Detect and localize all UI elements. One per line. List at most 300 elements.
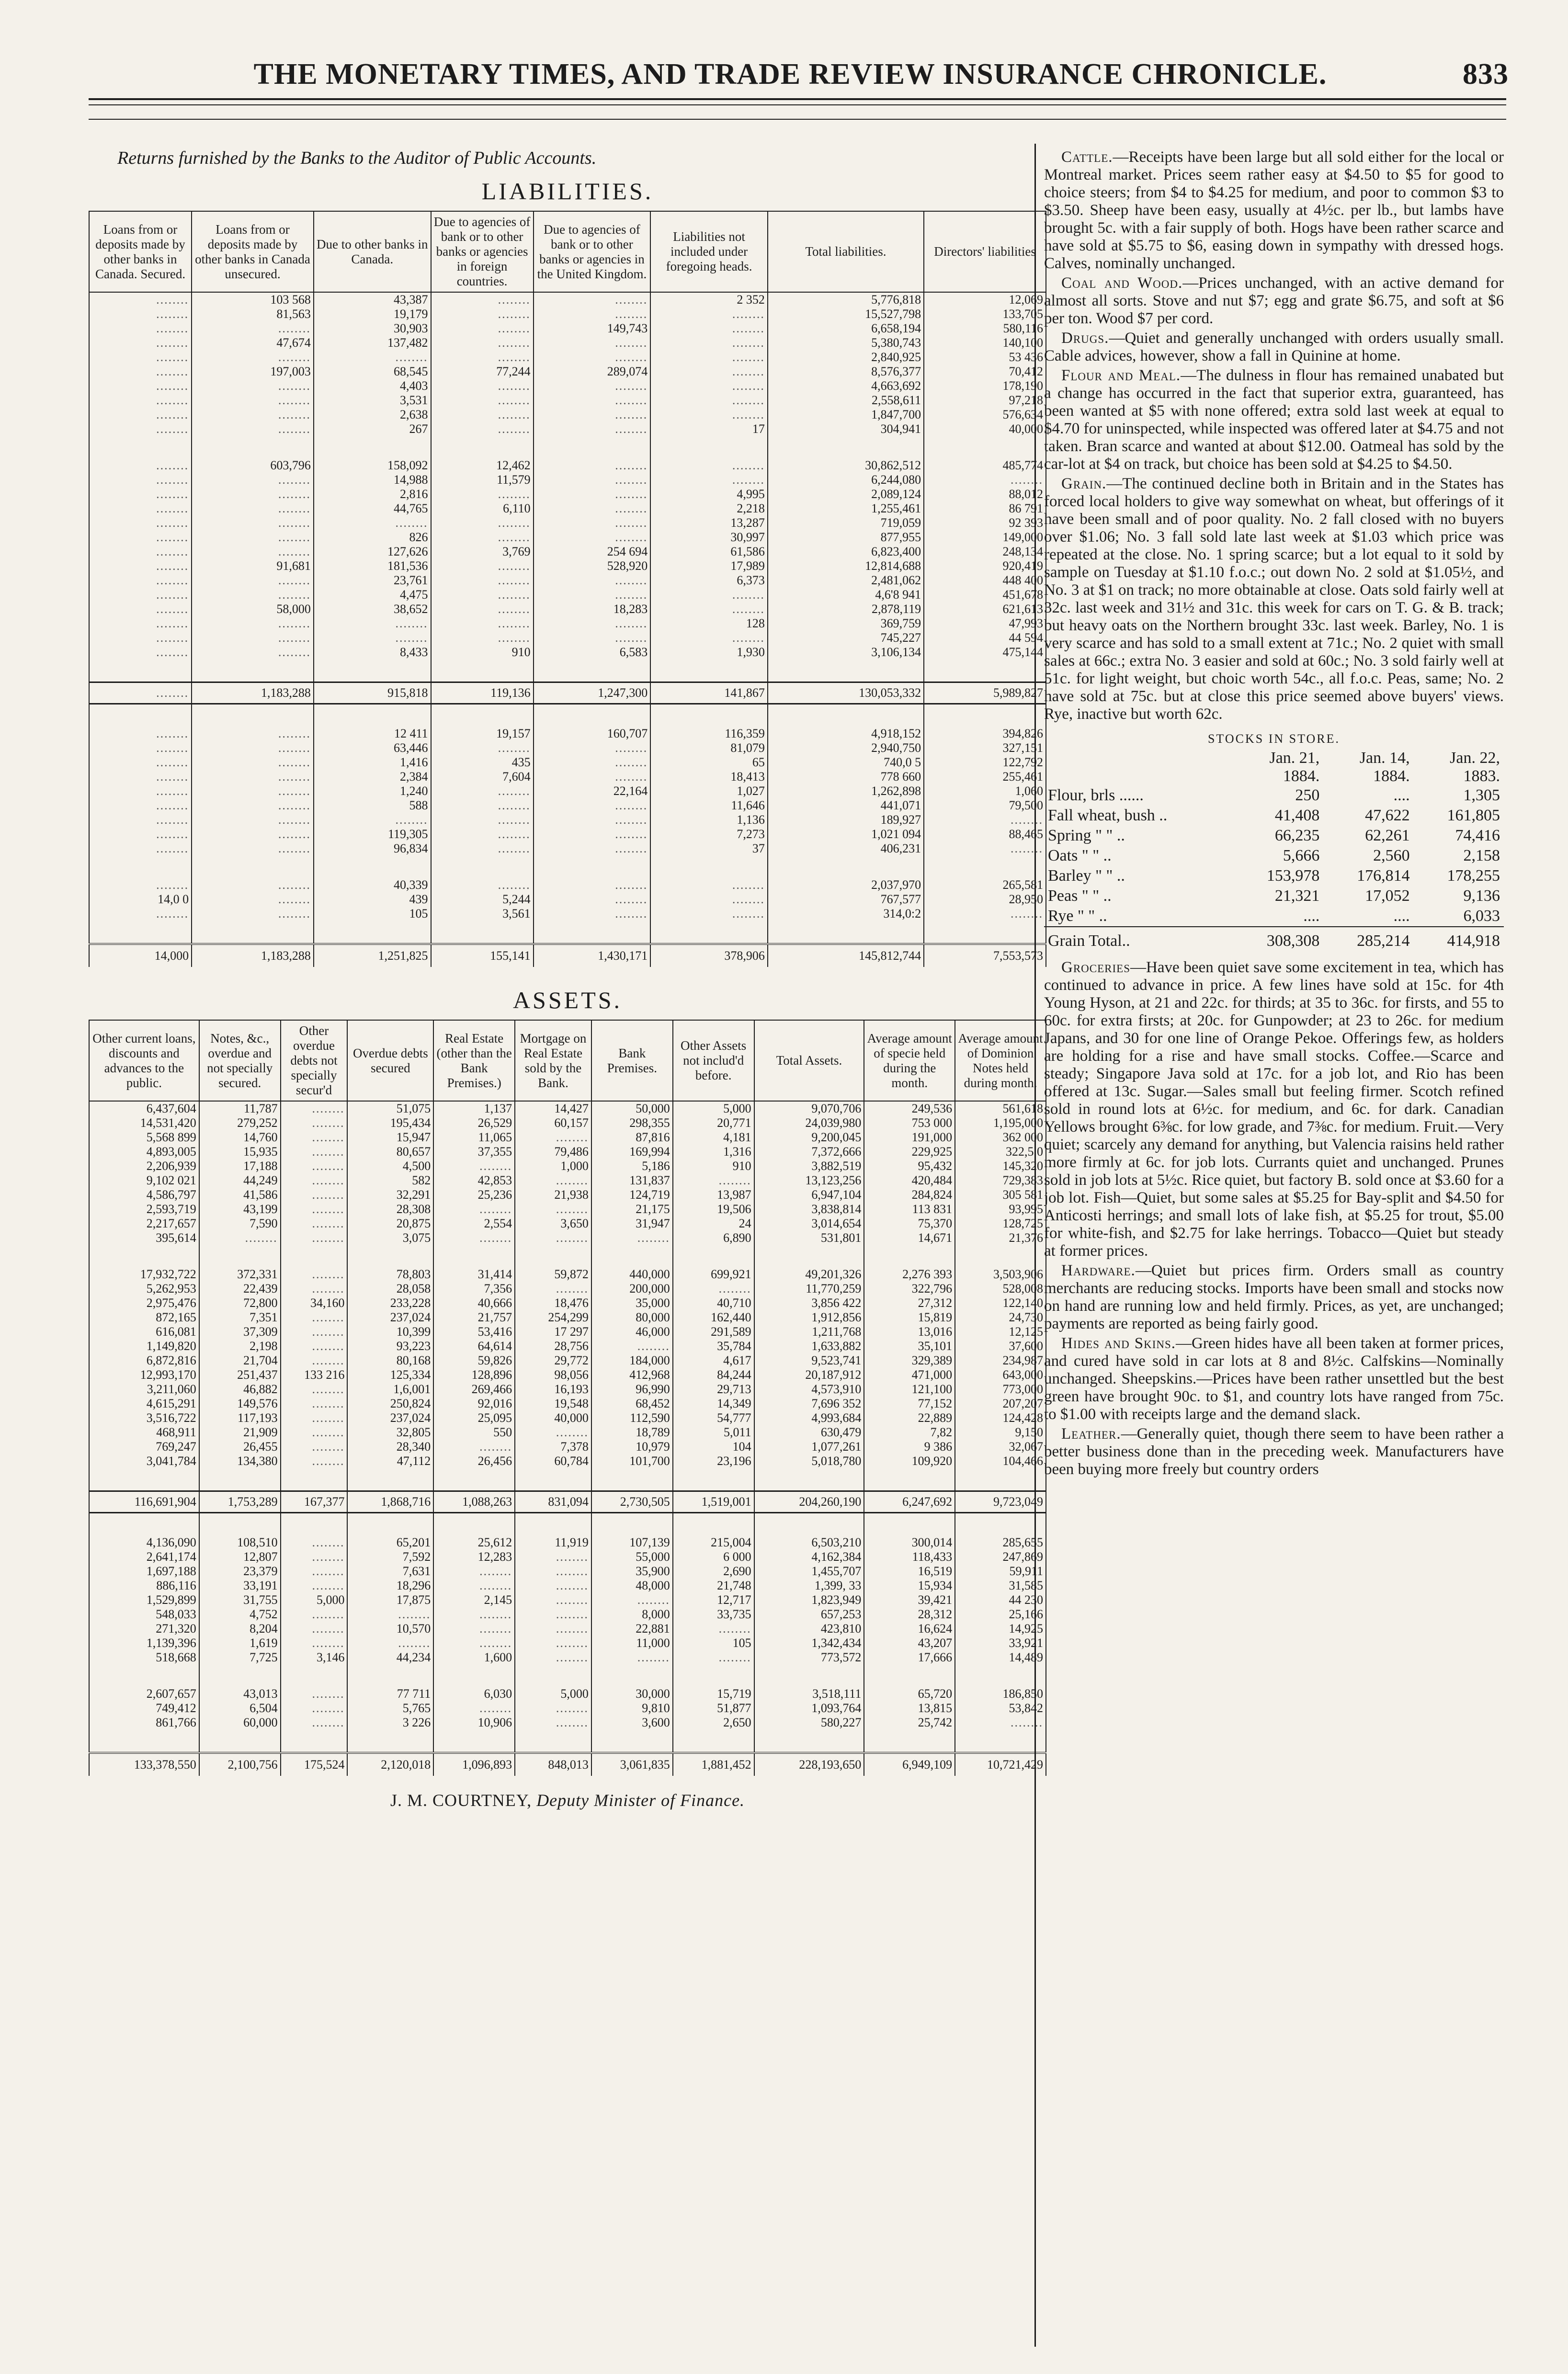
liabilities-col-header: Directors' liabilities xyxy=(924,211,1046,292)
assets-cell: 14,760 xyxy=(199,1130,281,1145)
assets-col-header: Other current loans, discounts and advances to the public. xyxy=(89,1020,199,1101)
liabilities-cell: ........ xyxy=(534,588,651,602)
assets-cell: 64,614 xyxy=(433,1339,515,1353)
assets-cell: 4,586,797 xyxy=(89,1188,199,1202)
assets-cell: 1,600 xyxy=(433,1650,515,1665)
paragraph-heading: Groceries xyxy=(1061,959,1131,976)
assets-cell: ........ xyxy=(281,1701,348,1715)
paragraph-heading: Coal and Wood. xyxy=(1061,274,1183,292)
journal-title: THE MONETARY TIMES, AND TRADE REVIEW INSURANCE CHRONICLE. xyxy=(253,58,1327,91)
liabilities-row xyxy=(89,501,1046,516)
stocks-label: Spring " " .. xyxy=(1048,827,1125,844)
liabilities-cell: ........ xyxy=(192,892,314,907)
assets-cell: 128,896 xyxy=(433,1368,515,1382)
liabilities-cell: 23,761 xyxy=(314,573,431,588)
liabilities-cell: ........ xyxy=(89,292,192,307)
assets-cell: 10,906 xyxy=(433,1715,515,1730)
liabilities-cell: 877,955 xyxy=(768,530,924,545)
liabilities-cell: 130,053,332 xyxy=(768,682,924,704)
paragraph-heading: Leather. xyxy=(1061,1425,1121,1443)
assets-cell: 8,000 xyxy=(591,1607,673,1622)
stocks-value: 2,158 xyxy=(1463,847,1500,864)
liabilities-cell: 160,707 xyxy=(534,727,651,741)
assets-cell: ........ xyxy=(515,1650,591,1665)
liabilities-cell: 7,273 xyxy=(650,827,768,841)
liabilities-cell: ........ xyxy=(431,379,534,393)
liabilities-cell: 4,6'8 941 xyxy=(768,588,924,602)
assets-cell: 14,489 xyxy=(955,1650,1046,1665)
assets-cell: 6,949,109 xyxy=(864,1753,955,1776)
assets-cell: 5,262,953 xyxy=(89,1282,199,1296)
liabilities-cell: ........ xyxy=(650,878,768,892)
assets-cell: 44 230 xyxy=(955,1593,1046,1607)
assets-row xyxy=(89,1145,1046,1159)
assets-row xyxy=(89,1382,1046,1397)
assets-cell: 133 216 xyxy=(281,1368,348,1382)
assets-group-gap xyxy=(89,1665,1046,1687)
assets-cell: 15,719 xyxy=(673,1687,754,1701)
liabilities-cell: 267 xyxy=(314,422,431,436)
assets-cell: ........ xyxy=(281,1564,348,1579)
assets-cell: 2,690 xyxy=(673,1564,754,1579)
liabilities-cell: 103 568 xyxy=(192,292,314,307)
liabilities-cell: ........ xyxy=(192,813,314,827)
liabilities-cell: 5,989,827 xyxy=(924,682,1046,704)
liabilities-row xyxy=(89,616,1046,631)
assets-cell: 773,572 xyxy=(754,1650,864,1665)
liabilities-cell: ........ xyxy=(192,616,314,631)
assets-cell: 195,434 xyxy=(347,1116,433,1130)
liabilities-cell: 767,577 xyxy=(768,892,924,907)
liabilities-cell: 40,339 xyxy=(314,878,431,892)
liabilities-cell: ........ xyxy=(534,422,651,436)
assets-cell: 20,771 xyxy=(673,1116,754,1130)
assets-cell: 329,389 xyxy=(864,1353,955,1368)
liabilities-cell: 4,918,152 xyxy=(768,727,924,741)
liabilities-cell: 30,862,512 xyxy=(768,458,924,473)
assets-row xyxy=(89,1353,1046,1368)
assets-cell: 22,881 xyxy=(591,1622,673,1636)
stocks-value: 1,305 xyxy=(1463,786,1500,804)
stocks-row xyxy=(1044,866,1504,886)
stocks-value: 250 xyxy=(1295,786,1320,804)
assets-cell: 121,100 xyxy=(864,1382,955,1397)
liabilities-cell: ........ xyxy=(89,602,192,616)
liabilities-cell: 1,262,898 xyxy=(768,784,924,798)
assets-cell: 43,013 xyxy=(199,1687,281,1701)
liabilities-cell: ........ xyxy=(650,393,768,408)
liabilities-cell: 1,416 xyxy=(314,755,431,770)
assets-cell: 250,824 xyxy=(347,1397,433,1411)
liabilities-cell: 6,244,080 xyxy=(768,473,924,487)
liabilities-cell: 5,776,818 xyxy=(768,292,924,307)
assets-cell: 101,700 xyxy=(591,1454,673,1468)
assets-cell: 53,416 xyxy=(433,1325,515,1339)
liabilities-cell: ........ xyxy=(89,307,192,321)
liabilities-row xyxy=(89,602,1046,616)
assets-cell: 14,925 xyxy=(955,1622,1046,1636)
stocks-label: Rye " " .. xyxy=(1048,907,1107,925)
liabilities-cell: 189,927 xyxy=(768,813,924,827)
assets-cell: 25,236 xyxy=(433,1188,515,1202)
assets-cell: 440,000 xyxy=(591,1267,673,1282)
paragraph-heading: Drugs. xyxy=(1061,329,1109,347)
liabilities-cell: ........ xyxy=(89,878,192,892)
assets-cell: 550 xyxy=(433,1425,515,1440)
assets-cell: ........ xyxy=(281,1173,348,1188)
stocks-value: 66,235 xyxy=(1274,827,1320,844)
liabilities-cell: 5,380,743 xyxy=(768,336,924,350)
assets-cell: 229,925 xyxy=(864,1145,955,1159)
liabilities-cell: ........ xyxy=(89,422,192,436)
liabilities-cell: ........ xyxy=(192,755,314,770)
assets-cell: 5,186 xyxy=(591,1159,673,1173)
paragraph-text: —Prices unchanged, with an active demand for almost all sorts. Stove and nut $7; egg and grate $6.75, and soft at $6 per ton. Wood $7 per cord. xyxy=(1044,274,1504,327)
assets-cell: 14,349 xyxy=(673,1397,754,1411)
liabilities-cell: ........ xyxy=(89,336,192,350)
liabilities-cell: 2,878,119 xyxy=(768,602,924,616)
assets-cell: ........ xyxy=(515,1701,591,1715)
liabilities-cell: ........ xyxy=(650,364,768,379)
liabilities-cell: 19,157 xyxy=(431,727,534,741)
assets-cell: 9,723,049 xyxy=(955,1491,1046,1513)
assets-cell: 1,868,716 xyxy=(347,1491,433,1513)
assets-cell: 17,875 xyxy=(347,1593,433,1607)
assets-cell: 3,146 xyxy=(281,1650,348,1665)
assets-cell: 175,524 xyxy=(281,1753,348,1776)
assets-cell: ........ xyxy=(281,1310,348,1325)
assets-row xyxy=(89,1368,1046,1382)
assets-cell: 729,383 xyxy=(955,1173,1046,1188)
liabilities-cell: ........ xyxy=(650,907,768,921)
liabilities-cell: ........ xyxy=(314,350,431,364)
liabilities-cell: ........ xyxy=(650,631,768,645)
assets-cell: 3,600 xyxy=(591,1715,673,1730)
stocks-value: 176,814 xyxy=(1357,867,1410,885)
liabilities-row xyxy=(89,350,1046,364)
liabilities-row xyxy=(89,798,1046,813)
liabilities-cell: ........ xyxy=(89,408,192,422)
assets-cell: 9,810 xyxy=(591,1701,673,1715)
liabilities-cell: 1,255,461 xyxy=(768,501,924,516)
paragraph-text: —Receipts have been large but all sold either for the local or Montreal market. Prices seem rather easy at $4.50 to $5 for good to choice steers; from $4 to $4.25 for medium, and poor to common $3 to $3.50. Sheep have been easy, usually at 4½c. per lb., but lambs have brought 5c. with a fair supply of both. Hogs have been rather scarce and have sold at $5.75 to $6, easing down in sympathy with dressed hogs. Calves, nominally unchanged. xyxy=(1044,148,1504,272)
assets-group-gap xyxy=(89,1730,1046,1753)
liabilities-cell: 1,027 xyxy=(650,784,768,798)
assets-cell: 43,207 xyxy=(864,1636,955,1650)
assets-cell: 1,455,707 xyxy=(754,1564,864,1579)
assets-cell: 2,198 xyxy=(199,1339,281,1353)
assets-cell: 630,479 xyxy=(754,1425,864,1440)
liabilities-cell: ........ xyxy=(924,841,1046,856)
paragraph-text: —Generally quiet, though there seem to have been rather a better business done than in the preceding week. Manufacturers have been buying more freely but country orders xyxy=(1044,1425,1504,1478)
liabilities-row xyxy=(89,307,1046,321)
liabilities-cell: 44 594 xyxy=(924,631,1046,645)
assets-cell: 4,752 xyxy=(199,1607,281,1622)
assets-cell: 9,070,706 xyxy=(754,1101,864,1116)
liabilities-row xyxy=(89,364,1046,379)
liabilities-cell: ........ xyxy=(192,545,314,559)
assets-row xyxy=(89,1310,1046,1325)
assets-cell: ........ xyxy=(591,1339,673,1353)
assets-cell: 29,772 xyxy=(515,1353,591,1368)
assets-row xyxy=(89,1411,1046,1425)
header-rule-thin xyxy=(89,119,1506,120)
liabilities-cell: ........ xyxy=(89,784,192,798)
liabilities-row xyxy=(89,907,1046,921)
assets-cell: ........ xyxy=(281,1101,348,1116)
liabilities-cell: ........ xyxy=(89,907,192,921)
assets-cell: 51,877 xyxy=(673,1701,754,1715)
assets-row xyxy=(89,1535,1046,1550)
assets-cell: 204,260,190 xyxy=(754,1491,864,1513)
assets-cell: 1,633,882 xyxy=(754,1339,864,1353)
assets-cell: 124,428 xyxy=(955,1411,1046,1425)
liabilities-cell: ........ xyxy=(89,350,192,364)
liabilities-col-header: Loans from or deposits made by other banks in Canada unsecured. xyxy=(192,211,314,292)
assets-cell: 31,414 xyxy=(433,1267,515,1282)
assets-cell: 13,123,256 xyxy=(754,1173,864,1188)
liabilities-cell: 77,244 xyxy=(431,364,534,379)
assets-cell: 26,529 xyxy=(433,1116,515,1130)
paragraph-text: —The dulness in flour has remained unabated but a change has occurred in the fact that superior extra, guaranteed, has been wanted at $5 with none offered; extra sold last week at equal to $4.70 for uninspected, while inspected was offered later at $4.75 and not taken. Bran scarce and wanted at about $12.00. Oatmeal has sold by the car-lot at $4 on track, but choice has been sold at $4.25 to $4.50. xyxy=(1044,367,1504,473)
liabilities-cell: ........ xyxy=(192,741,314,755)
liabilities-cell: 127,626 xyxy=(314,545,431,559)
assets-cell: 11,000 xyxy=(591,1636,673,1650)
liabilities-cell: 4,475 xyxy=(314,588,431,602)
liabilities-cell: ........ xyxy=(89,559,192,573)
liabilities-cell: ........ xyxy=(89,682,192,704)
assets-cell: 1,077,261 xyxy=(754,1440,864,1454)
liabilities-cell: ........ xyxy=(192,645,314,659)
liabilities-cell: 88,465 xyxy=(924,827,1046,841)
assets-cell: 50,000 xyxy=(591,1101,673,1116)
liabilities-row xyxy=(89,393,1046,408)
assets-cell: 4,136,090 xyxy=(89,1535,199,1550)
liabilities-cell: 2 352 xyxy=(650,292,768,307)
assets-cell: 49,201,326 xyxy=(754,1267,864,1282)
assets-cell: 21,909 xyxy=(199,1425,281,1440)
liabilities-cell: 778 660 xyxy=(768,770,924,784)
liabilities-cell: 11,646 xyxy=(650,798,768,813)
stocks-value: 178,255 xyxy=(1447,867,1500,885)
paragraph-heading: Flour and Meal. xyxy=(1061,367,1181,384)
liabilities-cell: 6,823,400 xyxy=(768,545,924,559)
assets-cell: 11,770,259 xyxy=(754,1282,864,1296)
assets-cell: 910 xyxy=(673,1159,754,1173)
assets-cell: 55,000 xyxy=(591,1550,673,1564)
assets-cell: 72,800 xyxy=(199,1296,281,1310)
assets-cell: 7,82 xyxy=(864,1425,955,1440)
assets-cell: 186,850 xyxy=(955,1687,1046,1701)
assets-cell: ........ xyxy=(433,1440,515,1454)
liabilities-cell: ........ xyxy=(431,422,534,436)
stocks-label: Grain Total.. xyxy=(1044,927,1233,951)
assets-col-header: Other Assets not includ'd before. xyxy=(673,1020,754,1101)
liabilities-cell: ........ xyxy=(431,588,534,602)
market-paragraph xyxy=(1044,367,1504,473)
assets-cell: 2,145 xyxy=(433,1593,515,1607)
assets-cell: 298,355 xyxy=(591,1116,673,1130)
liabilities-cell: 14,988 xyxy=(314,473,431,487)
assets-cell: 24,039,980 xyxy=(754,1116,864,1130)
assets-cell: 1,6,001 xyxy=(347,1382,433,1397)
liabilities-cell: 197,003 xyxy=(192,364,314,379)
liabilities-cell: 7,604 xyxy=(431,770,534,784)
liabilities-cell: 155,141 xyxy=(431,944,534,967)
liabilities-cell: ........ xyxy=(924,813,1046,827)
page-number: 833 xyxy=(1463,58,1509,91)
liabilities-row xyxy=(89,408,1046,422)
assets-cell: 18,296 xyxy=(347,1579,433,1593)
liabilities-cell: 394,826 xyxy=(924,727,1046,741)
assets-cell: 32,067 xyxy=(955,1440,1046,1454)
assets-cell: 7,378 xyxy=(515,1440,591,1454)
assets-cell: ........ xyxy=(515,1579,591,1593)
stocks-value: 6,033 xyxy=(1463,907,1500,925)
stocks-value: 161,805 xyxy=(1447,806,1500,824)
liabilities-cell: 14,0 0 xyxy=(89,892,192,907)
assets-cell: 228,193,650 xyxy=(754,1753,864,1776)
assets-cell: 19,548 xyxy=(515,1397,591,1411)
liabilities-row xyxy=(89,741,1046,755)
liabilities-cell: 47,993 xyxy=(924,616,1046,631)
liabilities-table xyxy=(89,211,1046,967)
stocks-value: 2,560 xyxy=(1373,847,1410,864)
assets-cell: 6,030 xyxy=(433,1687,515,1701)
liabilities-cell: 248,134 xyxy=(924,545,1046,559)
assets-cell: 22,439 xyxy=(199,1282,281,1296)
liabilities-cell: ........ xyxy=(89,573,192,588)
liabilities-cell: 81,079 xyxy=(650,741,768,755)
assets-cell: 14,531,420 xyxy=(89,1116,199,1130)
assets-row xyxy=(89,1440,1046,1454)
signature-name: J. M. COURTNEY, xyxy=(390,1791,532,1810)
assets-cell: 21,938 xyxy=(515,1188,591,1202)
liabilities-cell: 140,100 xyxy=(924,336,1046,350)
assets-cell: 2,217,657 xyxy=(89,1216,199,1231)
assets-cell: ........ xyxy=(281,1411,348,1425)
liabilities-cell: ........ xyxy=(431,336,534,350)
liabilities-row xyxy=(89,379,1046,393)
assets-cell: ........ xyxy=(281,1145,348,1159)
liabilities-cell: ........ xyxy=(192,878,314,892)
liabilities-cell: 6,110 xyxy=(431,501,534,516)
assets-cell: 37,309 xyxy=(199,1325,281,1339)
assets-cell: 59,872 xyxy=(515,1267,591,1282)
liabilities-cell: ........ xyxy=(431,292,534,307)
assets-cell: ........ xyxy=(433,1607,515,1622)
assets-row xyxy=(89,1550,1046,1564)
liabilities-group-gap xyxy=(89,659,1046,682)
liabilities-cell: ........ xyxy=(650,321,768,336)
liabilities-row xyxy=(89,573,1046,588)
liabilities-cell: 92 393 xyxy=(924,516,1046,530)
assets-row xyxy=(89,1579,1046,1593)
liabilities-cell: ........ xyxy=(192,501,314,516)
header-rule-top xyxy=(89,98,1506,100)
assets-cell: ........ xyxy=(433,1564,515,1579)
liabilities-cell: ........ xyxy=(89,588,192,602)
assets-cell: 7,372,666 xyxy=(754,1145,864,1159)
liabilities-cell: ........ xyxy=(314,813,431,827)
assets-cell: 1,753,289 xyxy=(199,1491,281,1513)
liabilities-cell: ........ xyxy=(192,530,314,545)
liabilities-row xyxy=(89,892,1046,907)
assets-cell: 279,252 xyxy=(199,1116,281,1130)
assets-cell: 10,399 xyxy=(347,1325,433,1339)
liabilities-cell: 145,812,744 xyxy=(768,944,924,967)
liabilities-cell: 12,814,688 xyxy=(768,559,924,573)
stocks-row xyxy=(1044,785,1504,806)
market-paragraphs-before xyxy=(1044,148,1504,723)
assets-row xyxy=(89,1231,1046,1245)
liabilities-cell: 3,769 xyxy=(431,545,534,559)
assets-cell: ........ xyxy=(347,1636,433,1650)
assets-cell: 87,816 xyxy=(591,1130,673,1145)
liabilities-cell: 1,021 094 xyxy=(768,827,924,841)
liabilities-cell: ........ xyxy=(650,602,768,616)
liabilities-cell: ........ xyxy=(89,813,192,827)
liabilities-cell: ........ xyxy=(192,393,314,408)
assets-cell: 44,249 xyxy=(199,1173,281,1188)
liabilities-cell: 8,433 xyxy=(314,645,431,659)
liabilities-cell: 12 411 xyxy=(314,727,431,741)
liabilities-cell: 28,950 xyxy=(924,892,1046,907)
stocks-value: 17,052 xyxy=(1365,887,1410,905)
assets-row xyxy=(89,1325,1046,1339)
paragraph-heading: Grain. xyxy=(1061,475,1107,492)
liabilities-row xyxy=(89,755,1046,770)
assets-cell: 134,380 xyxy=(199,1454,281,1468)
assets-cell: 3,061,835 xyxy=(591,1753,673,1776)
assets-cell: 1,088,263 xyxy=(433,1491,515,1513)
assets-cell: 2,650 xyxy=(673,1715,754,1730)
assets-cell: ........ xyxy=(281,1636,348,1650)
liabilities-cell: ........ xyxy=(192,588,314,602)
assets-cell: 60,157 xyxy=(515,1116,591,1130)
liabilities-cell: ........ xyxy=(534,292,651,307)
assets-cell: 12,717 xyxy=(673,1593,754,1607)
liabilities-cell: ........ xyxy=(650,350,768,364)
assets-cell: 322,5 0 xyxy=(955,1145,1046,1159)
assets-cell: 9,523,741 xyxy=(754,1353,864,1368)
liabilities-cell: 4,403 xyxy=(314,379,431,393)
liabilities-cell: ........ xyxy=(89,631,192,645)
assets-cell: 3 226 xyxy=(347,1715,433,1730)
stocks-row xyxy=(1044,886,1504,906)
assets-cell: 18,789 xyxy=(591,1425,673,1440)
assets-row xyxy=(89,1282,1046,1296)
assets-row xyxy=(89,1636,1046,1650)
liabilities-cell: 745,227 xyxy=(768,631,924,645)
liabilities-cell: 18,283 xyxy=(534,602,651,616)
assets-cell: ........ xyxy=(281,1188,348,1202)
liabilities-cell: ........ xyxy=(89,841,192,856)
liabilities-cell: 2,037,970 xyxy=(768,878,924,892)
stocks-value: 414,918 xyxy=(1414,927,1504,951)
assets-cell: 124,719 xyxy=(591,1188,673,1202)
assets-row xyxy=(89,1650,1046,1665)
assets-cell: 28,058 xyxy=(347,1282,433,1296)
assets-cell: 3,838,814 xyxy=(754,1202,864,1216)
liabilities-cell: 451,678 xyxy=(924,588,1046,602)
liabilities-cell: 43,387 xyxy=(314,292,431,307)
assets-cell: 1,881,452 xyxy=(673,1753,754,1776)
liabilities-row xyxy=(89,813,1046,827)
assets-cell: 861,766 xyxy=(89,1715,199,1730)
stocks-label: Oats " " .. xyxy=(1048,847,1112,864)
assets-subtotal-row xyxy=(89,1491,1046,1513)
